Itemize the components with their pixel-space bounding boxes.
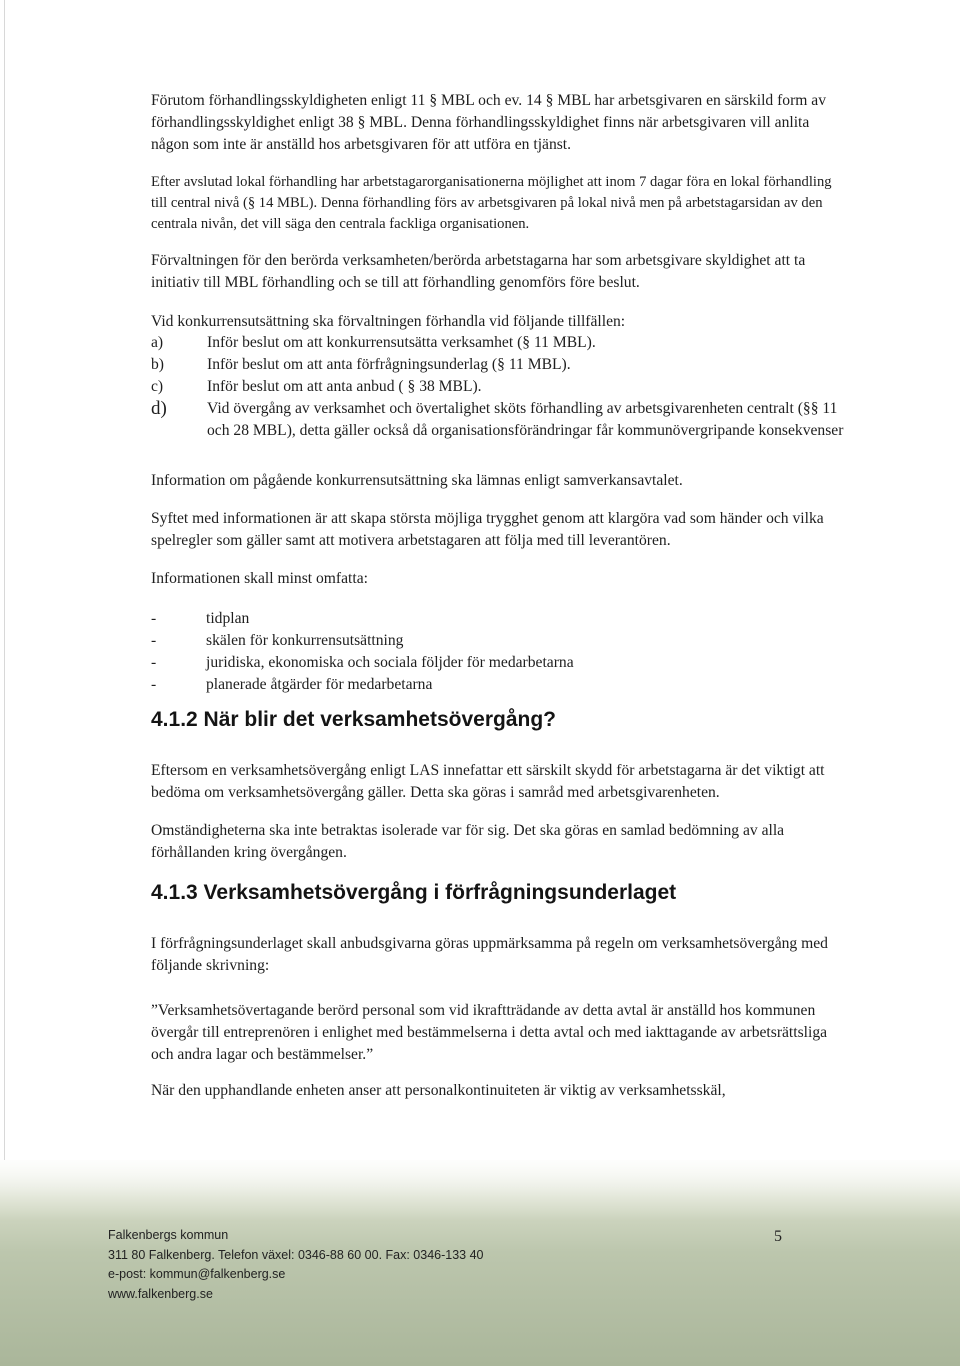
footer-address: 311 80 Falkenberg. Telefon växel: 0346-88 60 00. Fax: 0346-133 40 [108,1247,484,1262]
paragraph-continuity: När den upphandlande enheten anser att personalkontinuiteten är viktig av verksamhetsskäl, [151,1082,726,1099]
paragraph-mbl-38: Förutom förhandlingsskyldigheten enligt 11 § MBL och ev. 14 § MBL har arbetsgivaren en särskild form av förhandlingsskyldighet enligt 38 § MBL. Denna förhandlingsskyldighet finns när arbetsgivaren vill anlita någon som inte är anställd hos arbetsgivaren för att utföra en tjänst. [151,92,827,153]
list-item [151,332,851,354]
page-footer [0,1160,960,1366]
list-marker: d) [151,398,167,419]
list-marker: b) [151,356,164,373]
list-marker: a) [151,334,164,351]
footer-email: e-post: kommun@falkenberg.se [108,1267,286,1281]
list-item-text: Inför beslut om att anta anbud ( § 38 MBL). [207,378,482,395]
quoted-clause: ”Verksamhetsövertagande berörd personal som vid ikraftträdande av detta avtal är anställd hos kommunen övergår till entreprenören i enlighet med bestämmelserna i detta avtal och med iakttagande av arbetsrättsliga och andra lagar och bestämmelser.” [151,1002,828,1063]
paragraph-las-transfer: Eftersom en verksamhetsövergång enligt LAS innefattar ett särskilt skydd för arbetstagarna är det viktigt att bedöma om verksamhetsövergång gäller. Detta ska göras i samråd med arbetsgivarenheten. [151,762,825,801]
list-marker: - [151,610,157,627]
paragraph-purpose: Syftet med informationen är att skapa största möjliga trygghet genom att klargöra vad som händer och vilka spelregler som gäller samt att motivera arbetstagaren att följa med till leverantören. [151,510,824,549]
list-item [151,608,851,630]
list-item-text: juridiska, ekonomiska och sociala följder för medarbetarna [206,654,574,671]
section-heading-4-1-3: 4.1.3 Verksamhetsövergång i förfrågningsunderlaget [151,881,677,904]
occasion-list [151,332,851,442]
paragraph-administration-duty: Förvaltningen för den berörda verksamheten/berörda arbetstagarna har som arbetsgivare skyldighet att ta initiativ till MBL förhandling och se till att förhandling genomförs före beslut. [151,252,806,291]
list-marker: - [151,632,157,649]
list-marker: c) [151,378,164,395]
list-item [151,376,851,398]
list-item [151,674,851,696]
list-item-text: Inför beslut om att anta förfrågningsunderlag (§ 11 MBL). [207,356,571,373]
footer-website: www.falkenberg.se [108,1286,213,1301]
list-item [151,630,851,652]
footer-contact [108,1226,508,1304]
paragraph-overall-assessment: Omständigheterna ska inte betraktas isolerade var för sig. Det ska göras en samlad bedömning av alla förhållanden kring övergången. [151,822,785,861]
paragraph-central-negotiation: Efter avslutad lokal förhandling har arbetstagarorganisationerna möjlighet att inom 7 dagar föra en lokal förhandling till central nivå (§ 14 MBL). Denna förhandling förs av arbetsgivaren på lokal nivå men på arbetstagarsidan av den centrala nivån, det vill säga den centrala fackliga organisationen. [151,174,832,232]
section-heading-4-1-2: 4.1.2 När blir det verksamhetsövergång? [151,708,556,731]
list-item-text: tidplan [206,610,250,627]
list-item [151,354,851,376]
info-item-list [151,608,851,696]
list-item-text: skälen för konkurrensutsättning [206,632,404,649]
list-item [151,398,851,442]
footer-fade [0,1160,960,1220]
list-item-text: planerade åtgärder för medarbetarna [206,676,433,693]
paragraph-info-minimum: Informationen skall minst omfatta: [151,570,368,587]
paragraph-occasions-intro: Vid konkurrensutsättning ska förvaltningen förhandla vid följande tillfällen: [151,313,626,330]
list-item [151,652,851,674]
paragraph-tender-wording: I förfrågningsunderlaget skall anbudsgivarna göras uppmärksamma på regeln om verksamhetsövergång med följande skrivning: [151,935,828,974]
list-item-text: Vid övergång av verksamhet och övertalighet sköts förhandling av arbetsgivarenheten centralt (§§ 11 och 28 MBL), detta gäller också då organisationsförändringar får kommunövergripande konsekvenser [207,400,844,439]
page-number: 5 [774,1228,782,1245]
footer-org: Falkenbergs kommun [108,1228,229,1242]
list-item-text: Inför beslut om att konkurrensutsätta verksamhet (§ 11 MBL). [207,334,596,351]
paragraph-information: Information om pågående konkurrensutsättning ska lämnas enligt samverkansavtalet. [151,472,683,489]
list-marker: - [151,676,157,693]
list-marker: - [151,654,157,671]
